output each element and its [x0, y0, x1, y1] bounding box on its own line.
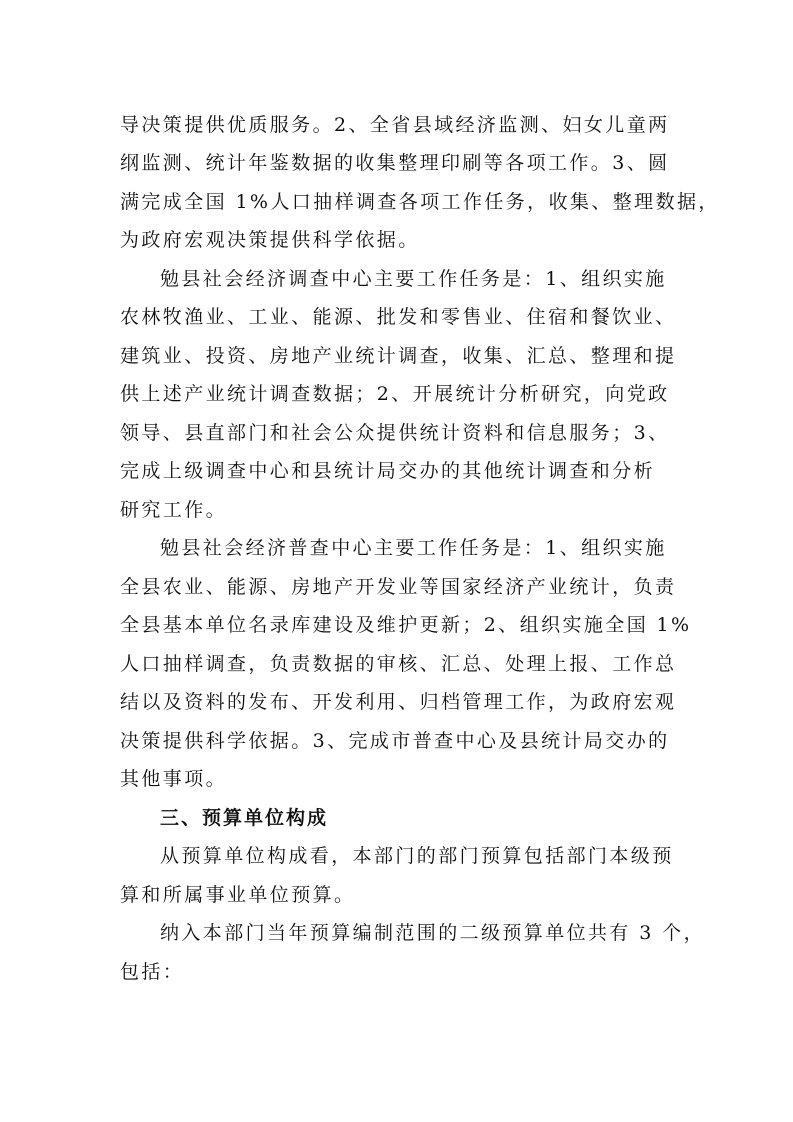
paragraph-line: 其他事项。	[120, 768, 228, 790]
paragraph-line: 包括：	[120, 961, 185, 983]
paragraph-line: 导决策提供优质服务。2、全省县域经济监测、妇女儿童两	[120, 114, 670, 136]
paragraph-line: 全县农业、能源、房地产开发业等国家经济产业统计，负责	[120, 576, 677, 598]
paragraph-line: 从预算单位构成看，本部门的部门预算包括部门本级预	[160, 845, 674, 867]
paragraph-line: 纳入本部门当年预算编制范围的二级预算单位共有 3 个，	[160, 922, 705, 944]
paragraph-line: 农林牧渔业、工业、能源、批发和零售业、住宿和餐饮业、	[120, 306, 677, 328]
paragraph-line: 算和所属事业单位预算。	[120, 884, 356, 906]
paragraph-line: 为政府宏观决策提供科学依据。	[120, 229, 420, 251]
paragraph-line: 勉县社会经济调查中心主要工作任务是：1、组织实施	[160, 268, 667, 290]
paragraph-line: 决策提供科学依据。3、完成市普查中心及县统计局交办的	[120, 730, 670, 752]
paragraph-line: 研究工作。	[120, 499, 228, 521]
paragraph-line: 纲监测、统计年鉴数据的收集整理印刷等各项工作。3、圆	[120, 152, 670, 174]
paragraph-line: 结以及资料的发布、开发利用、归档管理工作，为政府宏观	[120, 691, 677, 713]
paragraph-line: 勉县社会经济普查中心主要工作任务是：1、组织实施	[160, 537, 667, 559]
paragraph-line: 人口抽样调查，负责数据的审核、汇总、处理上报、工作总	[120, 653, 677, 675]
paragraph-line: 供上述产业统计调查数据；2、开展统计分析研究，向党政	[120, 383, 670, 405]
paragraph-line: 完成上级调查中心和县统计局交办的其他统计调查和分析	[120, 460, 656, 482]
section-heading: 三、预算单位构成	[160, 807, 329, 829]
paragraph-line: 领导、县直部门和社会公众提供统计资料和信息服务；3、	[120, 422, 670, 444]
paragraph-line: 建筑业、投资、房地产业统计调查，收集、汇总、整理和提	[120, 345, 677, 367]
paragraph-line: 全县基本单位名录库建设及维护更新；2、组织实施全国 1%	[120, 614, 692, 636]
paragraph-line: 满完成全国 1%人口抽样调查各项工作任务，收集、整理数据，	[120, 191, 720, 213]
